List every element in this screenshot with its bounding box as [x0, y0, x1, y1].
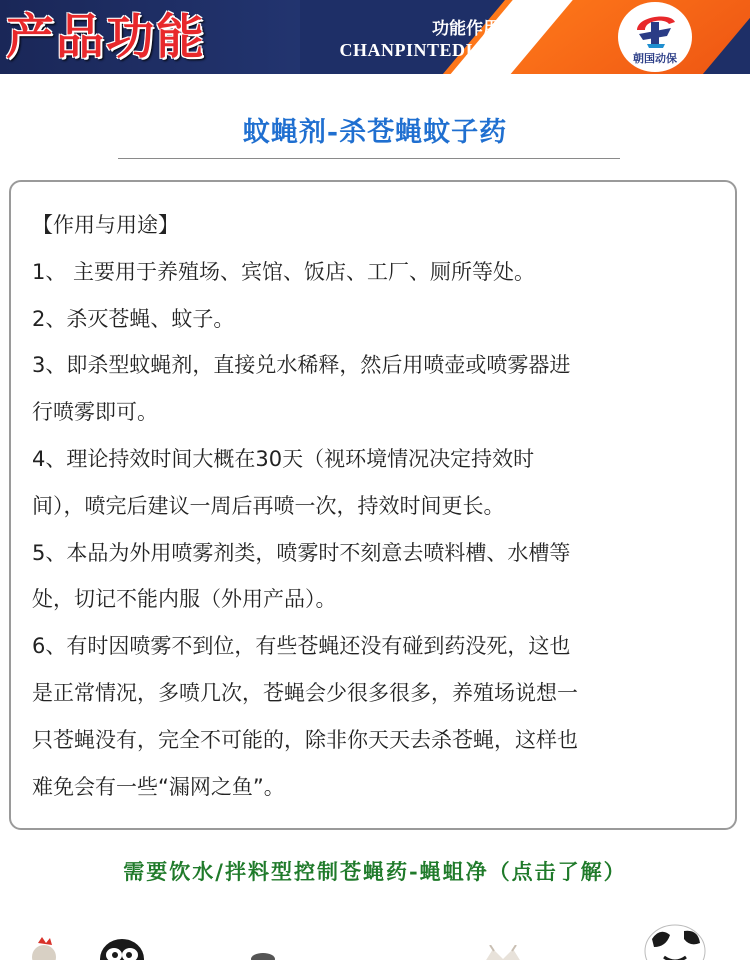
usage-line-8: 处，切记不能内服（外用产品）。 — [32, 587, 337, 612]
usage-line-1: 1、 主要用于养殖场、宾馆、饭店、工厂、厕所等处。 — [32, 259, 536, 284]
animals-strip — [0, 905, 750, 960]
usage-line-3: 3、即杀型蚊蝇剂，直接兑水稀释，然后用喷壶或喷雾器进 — [32, 353, 571, 378]
usage-content-text — [32, 202, 712, 810]
goat-icon — [478, 945, 528, 960]
chicken-icon — [24, 935, 64, 960]
usage-line-4: 行喷雾即可。 — [32, 400, 158, 425]
penguin-icon — [92, 935, 152, 960]
usage-line-2: 2、杀灭苍蝇、蚊子。 — [32, 306, 235, 331]
usage-line-10: 是正常情况，多喷几次，苍蝇会少很多很多，养殖场说想一 — [32, 680, 578, 705]
brand-logo-text: 朝国动保 — [633, 52, 677, 65]
product-heading: 蚊蝇剂-杀苍蝇蚊子药 — [242, 117, 508, 148]
brand-logo-icon — [631, 8, 679, 48]
header-banner — [0, 0, 750, 74]
bird-icon — [248, 949, 278, 960]
usage-line-9: 6、有时因喷雾不到位，有些苍蝇还没有碰到药没死，这也 — [32, 634, 571, 659]
banner-subtitle-en: CHANPINTEDIAN — [339, 40, 500, 60]
related-product-link[interactable]: 需要饮水/拌料型控制苍蝇药-蝇蛆净（点击了解） — [123, 859, 627, 884]
banner-subtitle-cn: 功能作用 — [432, 19, 500, 39]
usage-line-7: 5、本品为外用喷雾剂类，喷雾时不刻意去喷料槽、水槽等 — [32, 540, 571, 565]
usage-line-12: 难免会有一些“漏网之鱼”。 — [32, 774, 285, 799]
usage-line-11: 只苍蝇没有，完全不可能的，除非你天天去杀苍蝇，这样也 — [32, 727, 578, 752]
banner-title: 产品功能 — [6, 9, 207, 65]
heading-divider — [118, 158, 620, 159]
usage-heading: 【作用与用途】 — [32, 213, 179, 237]
usage-line-6: 间），喷完后建议一周后再喷一次，持效时间更长。 — [32, 493, 505, 518]
cow-icon — [640, 921, 710, 960]
usage-line-5: 4、理论持效时间大概在30天（视环境情况决定持效时 — [32, 446, 535, 471]
brand-logo — [618, 2, 692, 72]
